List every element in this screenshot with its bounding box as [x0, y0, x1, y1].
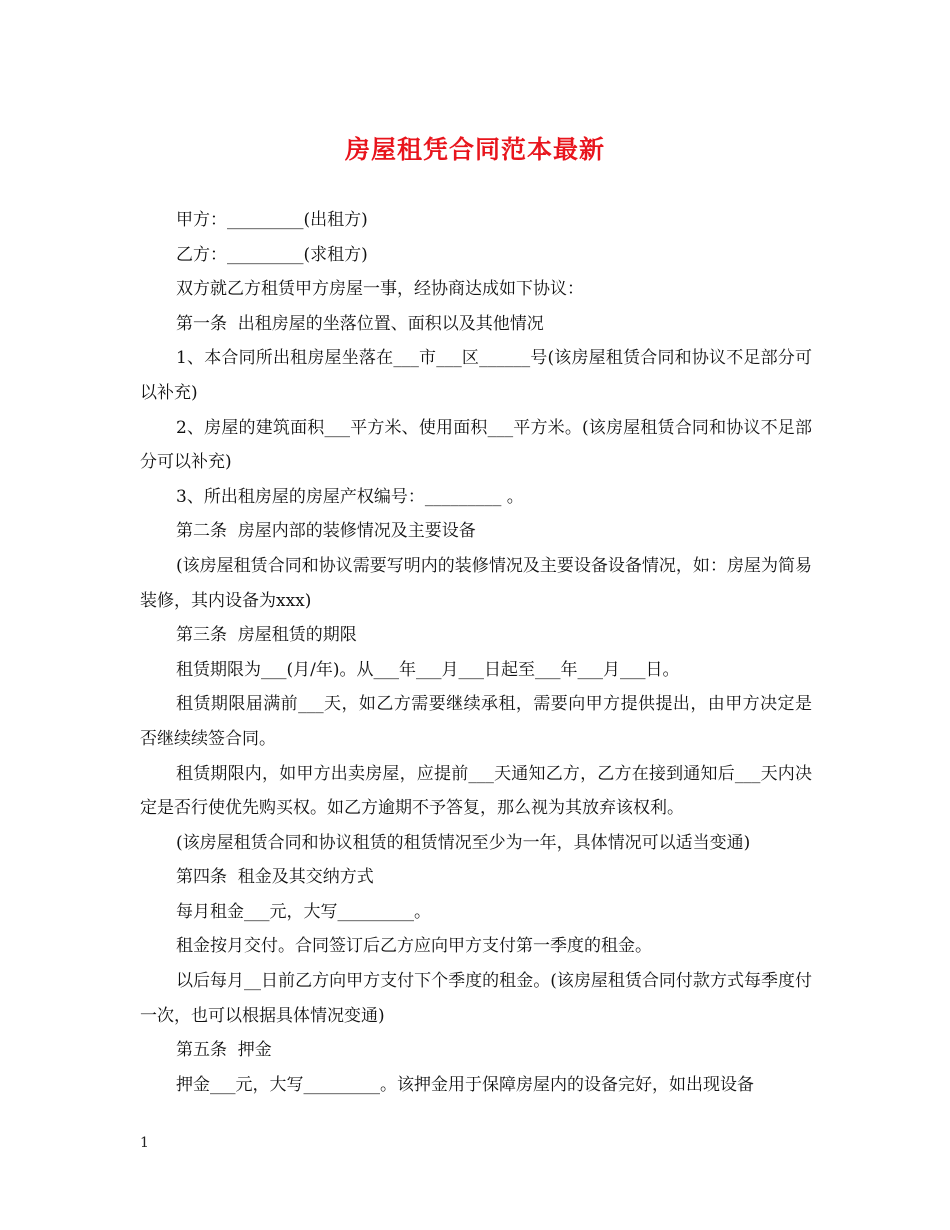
article-2-heading: 第二条 房屋内部的装修情况及主要设备: [176, 521, 476, 542]
article-4-payment: 租金按月交付。合同签订后乙方应向甲方支付第一季度的租金。: [176, 936, 652, 957]
document-body: [140, 203, 812, 1102]
article-4-schedule: 以后每月__日前乙方向甲方支付下个季度的租金。(该房屋租赁合同付款方式每季度付一次，也可以根据具体情况变通): [140, 971, 812, 1026]
article-4-monthly-rent: 每月租金___元，大写_________。: [176, 901, 431, 922]
article-5-deposit: 押金___元，大写_________。该押金用于保障房屋内的设备完好，如出现设备: [176, 1074, 754, 1095]
article-1-item-3: 3、所出租房屋的房屋产权编号：_________ 。: [176, 486, 524, 507]
article-5-heading: 第五条 押金: [176, 1040, 272, 1061]
article-4-heading: 第四条 租金及其交纳方式: [176, 867, 374, 888]
page-number: 1: [140, 1135, 149, 1151]
article-1-item-2: 2、房屋的建筑面积___平方米、使用面积___平方米。(该房屋租赁合同和协议不足部分可以补充): [140, 417, 812, 473]
article-1-heading: 第一条 出租房屋的坐落位置、面积以及其他情况: [176, 313, 544, 334]
party-b-line: 乙方：_________(求租方): [176, 244, 368, 265]
article-3-heading: 第三条 房屋租赁的期限: [176, 625, 357, 646]
party-a-line: 甲方：_________(出租方): [176, 210, 368, 230]
article-3-term: 租赁期限为___(月/年)。从___年___月___日起至___年___月___日。: [176, 659, 680, 680]
document-title: 房屋租凭合同范本最新: [344, 135, 605, 164]
article-1-item-1: 1、本合同所出租房屋坐落在___市___区______号(该房屋租赁合同和协议不足部分可以补充): [140, 348, 812, 403]
article-2-note: (该房屋租赁合同和协议需要写明内的装修情况及主要设备设备情况，如：房屋为简易装修，其内设备为xxx): [140, 555, 812, 611]
agreement-intro: 双方就乙方租赁甲方房屋一事，经协商达成如下协议：: [176, 279, 584, 300]
article-3-sale: 租赁期限内，如甲方出卖房屋，应提前___天通知乙方，乙方在接到通知后___天内决定是否行使优先购买权。如乙方逾期不予答复，那么视为其放弃该权利。: [140, 763, 812, 819]
article-3-note: (该房屋租赁合同和协议租赁的租赁情况至少为一年，具体情况可以适当变通): [176, 832, 751, 853]
article-3-renewal: 租赁期限届满前___天，如乙方需要继续承租，需要向甲方提供提出，由甲方决定是否继续续签合同。: [140, 694, 812, 749]
